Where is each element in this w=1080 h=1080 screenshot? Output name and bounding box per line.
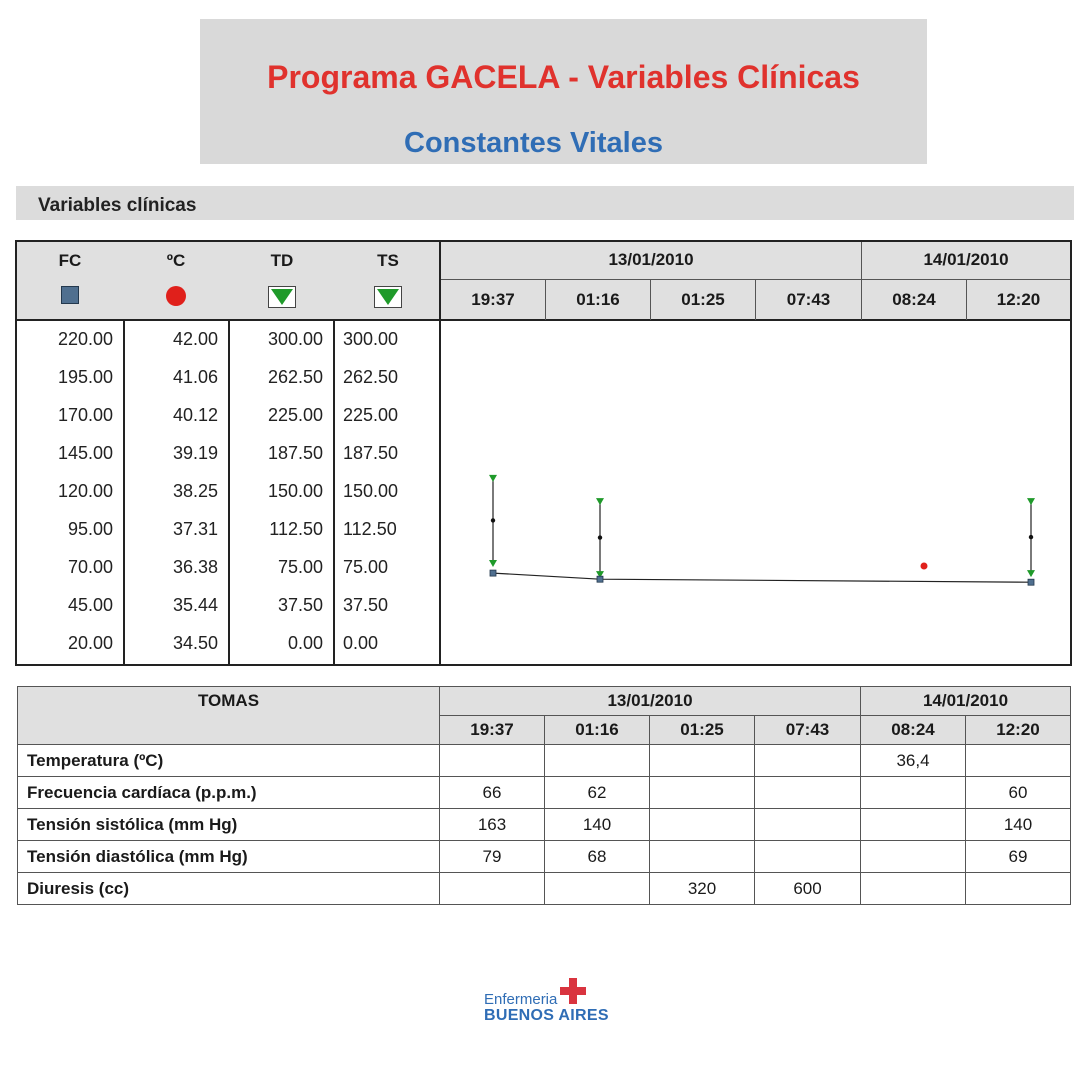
table-cell: 140 (545, 809, 650, 841)
time-header: 07:43 (755, 716, 861, 745)
legend-temp (123, 242, 229, 321)
table-cell: 140 (966, 809, 1071, 841)
table-cell (861, 777, 966, 809)
logo-line1: Enfermeria (484, 991, 558, 1008)
scale-tick-label: 170.00 (57, 405, 113, 425)
table-cell (650, 745, 755, 777)
row-label: Temperatura (ºC) (18, 745, 440, 777)
enfermeria-buenos-aires-logo (484, 978, 614, 1028)
scale-tick-label: 300.00 (343, 329, 399, 349)
td-marker (1027, 570, 1035, 577)
table-cell: 66 (440, 777, 545, 809)
scale-tick-label: 75.00 (343, 557, 389, 577)
section-header (16, 186, 1074, 220)
scale-ts (335, 321, 441, 664)
time-header: 01:16 (545, 716, 650, 745)
legend-fc (17, 242, 123, 321)
legend-td (229, 242, 335, 321)
scale-tick-label: 220.00 (57, 329, 113, 349)
scale-tick-label: 95.00 (67, 519, 113, 539)
mean-pressure-point (598, 535, 602, 539)
time-header: 12:20 (966, 716, 1071, 745)
legend-label: ºC (166, 251, 186, 270)
table-cell (861, 809, 966, 841)
scale-tick-label: 37.50 (277, 595, 323, 615)
square-marker-icon (61, 286, 79, 304)
table-row (18, 841, 1071, 873)
scale-tick-label: 195.00 (57, 367, 113, 387)
table-cell (966, 745, 1071, 777)
ts-marker (596, 498, 604, 505)
vital-signs-chart-panel (15, 240, 1072, 666)
triangle-down-marker-icon (374, 286, 402, 308)
mean-pressure-point (491, 518, 495, 522)
table-cell (440, 745, 545, 777)
time-cell: 01:16 (546, 280, 651, 320)
temperature-marker (921, 563, 928, 570)
scale-tick-label: 37.31 (172, 519, 218, 539)
table-cell (861, 841, 966, 873)
scale-tick-label: 45.00 (67, 595, 113, 615)
table-row (18, 873, 1071, 905)
scale-tick-label: 35.44 (172, 595, 218, 615)
legend-header (17, 242, 441, 321)
scale-tick-label: 37.50 (343, 595, 389, 615)
row-label: Frecuencia cardíaca (p.p.m.) (18, 777, 440, 809)
scale-tick-label: 70.00 (67, 557, 113, 577)
table-cell (966, 873, 1071, 905)
date-header: 14/01/2010 (861, 687, 1071, 716)
scale-tick-label: 187.50 (267, 443, 323, 463)
table-row (18, 809, 1071, 841)
table-cell (861, 873, 966, 905)
scale-tick-label: 34.50 (172, 633, 218, 653)
scale-tick-label: 150.00 (267, 481, 323, 501)
table-cell: 69 (966, 841, 1071, 873)
scale-fc (17, 321, 125, 664)
table-cell (650, 809, 755, 841)
time-cell: 07:43 (756, 280, 862, 320)
fc-marker (1028, 579, 1034, 585)
scale-tick-label: 20.00 (67, 633, 113, 653)
legend-label: FC (58, 251, 82, 270)
time-header: 08:24 (861, 716, 966, 745)
scale-tick-label: 75.00 (277, 557, 323, 577)
medical-cross-icon (560, 978, 586, 1004)
date-cell: 14/01/2010 (862, 242, 1070, 280)
scale-tick-label: 39.19 (172, 443, 218, 463)
table-cell (650, 841, 755, 873)
table-cell (755, 809, 861, 841)
scale-tick-label: 187.50 (343, 443, 399, 463)
time-cell: 08:24 (862, 280, 967, 320)
table-cell: 600 (755, 873, 861, 905)
table-cell (755, 745, 861, 777)
date-cell: 13/01/2010 (441, 242, 862, 280)
legend-ts (335, 242, 441, 321)
time-cell: 12:20 (996, 290, 1041, 309)
timeline-header (441, 242, 1070, 321)
table-cell: 62 (545, 777, 650, 809)
page-title: Programa GACELA - Variables Clínicas (267, 59, 860, 95)
table-cell: 60 (966, 777, 1071, 809)
section-title: Variables clínicas (38, 195, 197, 216)
row-label: Diuresis (cc) (18, 873, 440, 905)
scale-tick-label: 36.38 (172, 557, 218, 577)
table-cell: 79 (440, 841, 545, 873)
legend-label: TD (270, 251, 294, 270)
fc-series-line (493, 573, 1031, 582)
scale-tick-label: 120.00 (57, 481, 113, 501)
page-subtitle: Constantes Vitales (404, 127, 663, 159)
time-header: 19:37 (440, 716, 545, 745)
table-row (18, 777, 1071, 809)
title-banner (200, 19, 927, 164)
table-cell (650, 777, 755, 809)
tomas-table (17, 686, 1071, 905)
table-cell (440, 873, 545, 905)
ts-marker (1027, 498, 1035, 505)
scale-tick-label: 38.25 (172, 481, 218, 501)
scale-tick-label: 42.00 (172, 329, 218, 349)
table-cell (755, 841, 861, 873)
circle-marker-icon (166, 286, 186, 306)
table-cell: 68 (545, 841, 650, 873)
scale-tick-label: 112.50 (343, 519, 397, 539)
table-cell: 163 (440, 809, 545, 841)
legend-label: TS (377, 251, 399, 270)
table-cell: 320 (650, 873, 755, 905)
time-cell: 19:37 (441, 280, 546, 320)
mean-pressure-point (1029, 535, 1033, 539)
triangle-down-marker-icon (268, 286, 296, 308)
scale-tick-label: 300.00 (267, 329, 323, 349)
tomas-header: TOMAS (18, 687, 440, 745)
scale-tick-label: 112.50 (269, 519, 323, 539)
fc-marker (490, 570, 496, 576)
logo-line2: BUENOS AIRES (484, 1007, 609, 1024)
fc-marker (597, 576, 603, 582)
table-cell (545, 873, 650, 905)
vital-signs-plot (441, 321, 1070, 664)
scale-tick-label: 40.12 (172, 405, 218, 425)
date-header: 13/01/2010 (440, 687, 861, 716)
time-header: 01:25 (650, 716, 755, 745)
time-cell: 01:25 (651, 280, 756, 320)
table-row (18, 745, 1071, 777)
row-label: Tensión diastólica (mm Hg) (18, 841, 440, 873)
row-label: Tensión sistólica (mm Hg) (18, 809, 440, 841)
table-cell (545, 745, 650, 777)
scale-tick-label: 145.00 (57, 443, 113, 463)
scale-tick-label: 0.00 (343, 633, 379, 653)
scale-td (230, 321, 335, 664)
scale-tick-label: 225.00 (343, 405, 399, 425)
scale-tick-label: 262.50 (343, 367, 399, 387)
scale-tick-label: 150.00 (343, 481, 399, 501)
table-cell: 36,4 (861, 745, 966, 777)
scale-tick-label: 41.06 (172, 367, 218, 387)
ts-marker (489, 475, 497, 482)
scale-tick-label: 0.00 (287, 633, 323, 653)
table-cell (755, 777, 861, 809)
scale-temp (125, 321, 230, 664)
td-marker (489, 560, 497, 567)
scale-tick-label: 262.50 (267, 367, 323, 387)
scale-tick-label: 225.00 (267, 405, 323, 425)
